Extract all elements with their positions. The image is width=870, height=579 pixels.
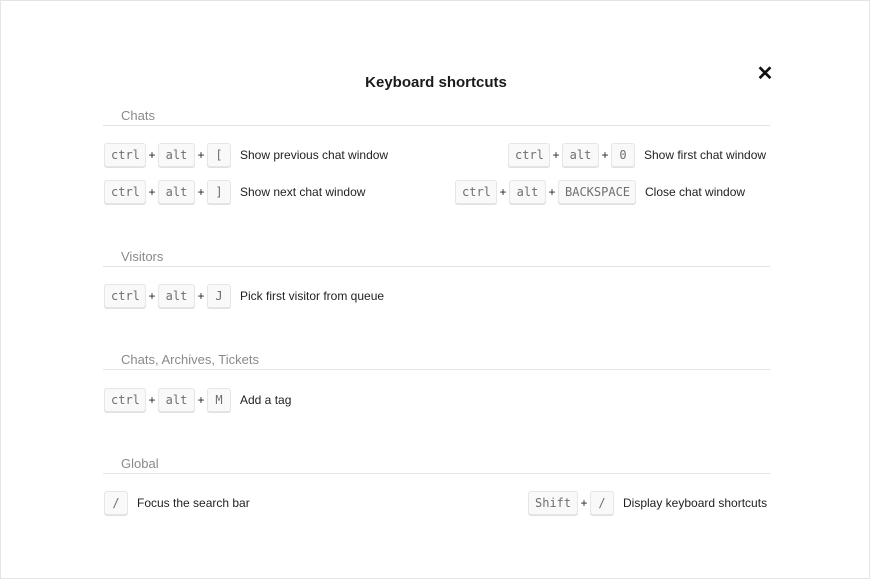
key-j: J xyxy=(207,284,231,308)
section-title-global: Global xyxy=(121,456,159,471)
key-alt: alt xyxy=(158,284,195,308)
section-divider xyxy=(103,266,770,267)
plus-sign: + xyxy=(197,289,205,303)
shortcut-row xyxy=(528,491,767,515)
shortcut-description: Show previous chat window xyxy=(240,148,389,162)
plus-sign: + xyxy=(601,148,609,162)
key-close-bracket: ] xyxy=(207,180,231,204)
section-divider xyxy=(103,125,770,126)
shortcut-row xyxy=(104,388,291,412)
key-slash: / xyxy=(590,491,614,515)
key-zero: 0 xyxy=(611,143,635,167)
plus-sign: + xyxy=(499,185,507,199)
plus-sign: + xyxy=(580,496,588,510)
key-alt: alt xyxy=(509,180,546,204)
plus-sign: + xyxy=(548,185,556,199)
close-icon[interactable]: ✕ xyxy=(756,63,774,85)
shortcut-description: Pick first visitor from queue xyxy=(240,289,385,303)
shortcut-description: Display keyboard shortcuts xyxy=(623,496,768,510)
key-open-bracket: [ xyxy=(207,143,231,167)
key-ctrl: ctrl xyxy=(508,143,550,167)
section-title-visitors: Visitors xyxy=(121,249,164,264)
key-shift: Shift xyxy=(528,491,578,515)
plus-sign: + xyxy=(148,185,156,199)
dialog-title: Keyboard shortcuts xyxy=(365,74,507,91)
plus-sign: + xyxy=(148,148,156,162)
key-alt: alt xyxy=(158,180,195,204)
shortcut-description: Add a tag xyxy=(240,393,292,407)
key-ctrl: ctrl xyxy=(104,388,146,412)
shortcut-row xyxy=(508,143,766,167)
section-divider xyxy=(103,473,770,474)
plus-sign: + xyxy=(148,393,156,407)
plus-sign: + xyxy=(197,148,205,162)
shortcut-row xyxy=(104,284,384,308)
key-ctrl: ctrl xyxy=(104,284,146,308)
shortcut-description: Focus the search bar xyxy=(137,496,250,510)
shortcut-description: Show next chat window xyxy=(240,185,366,199)
plus-sign: + xyxy=(148,289,156,303)
key-ctrl: ctrl xyxy=(455,180,497,204)
key-backspace: BACKSPACE xyxy=(558,180,636,204)
shortcut-row xyxy=(104,180,365,204)
key-ctrl: ctrl xyxy=(104,180,146,204)
key-alt: alt xyxy=(158,143,195,167)
shortcut-description: Close chat window xyxy=(645,185,746,199)
section-divider xyxy=(103,369,770,370)
section-title-chats-archives-tickets: Chats, Archives, Tickets xyxy=(121,352,259,367)
shortcut-row xyxy=(455,180,745,204)
key-ctrl: ctrl xyxy=(104,143,146,167)
key-alt: alt xyxy=(158,388,195,412)
plus-sign: + xyxy=(552,148,560,162)
key-alt: alt xyxy=(562,143,599,167)
plus-sign: + xyxy=(197,393,205,407)
shortcut-row xyxy=(104,143,388,167)
key-slash: / xyxy=(104,491,128,515)
key-m: M xyxy=(207,388,231,412)
section-title-chats: Chats xyxy=(121,108,155,123)
plus-sign: + xyxy=(197,185,205,199)
shortcut-description: Show first chat window xyxy=(644,148,767,162)
shortcut-row xyxy=(104,491,250,515)
